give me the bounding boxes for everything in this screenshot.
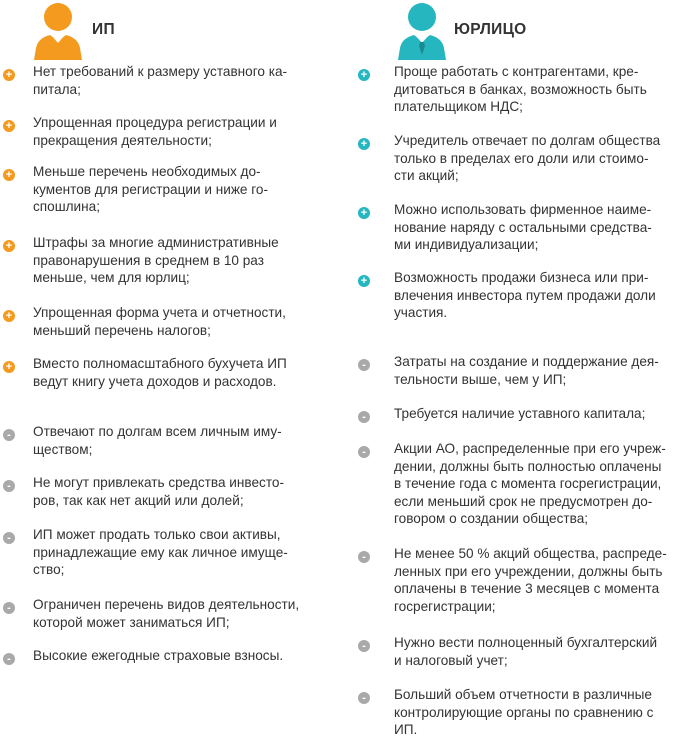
item-text-line: спошлина; bbox=[33, 199, 100, 214]
item-text bbox=[33, 474, 284, 509]
item-text-line: плательщиком НДС; bbox=[394, 99, 523, 114]
item-text-line: Учредитель отвечает по долгам общества bbox=[394, 133, 661, 148]
businessman-icon bbox=[352, 0, 462, 60]
item-text-line: только в пределах его доли или стоимо- bbox=[394, 150, 649, 166]
item-text-line: Высокие ежегодные страховые взносы. bbox=[33, 648, 284, 663]
item-text-line: дитоваться в банках, возможность быть bbox=[394, 81, 647, 97]
item-text-line: дении, должны быть полностью оплачены bbox=[394, 458, 662, 474]
item-text bbox=[33, 63, 287, 98]
item-text-line: питала; bbox=[33, 81, 81, 97]
item-text bbox=[394, 269, 656, 322]
item-text bbox=[33, 596, 299, 631]
minus-icon: - bbox=[358, 359, 370, 371]
item-text bbox=[394, 686, 653, 739]
item-text-line: если меньший срок не предусмотрен до- bbox=[394, 493, 653, 509]
plus-icon: + bbox=[358, 207, 370, 219]
item-text-line: Упрощенная форма учета и отчетности, bbox=[33, 305, 286, 320]
item-text-line: Ограничен перечень видов деятельности, bbox=[33, 597, 300, 612]
company-title: ЮРЛИЦО bbox=[454, 21, 527, 38]
minus-icon: - bbox=[3, 532, 15, 544]
item-text-line: ИП может продать только свои активы, bbox=[33, 527, 281, 542]
plus-icon: + bbox=[358, 275, 370, 287]
item-text-line: кументов для регистрации и ниже го- bbox=[33, 181, 269, 197]
item-text-line: которой может заниматься ИП; bbox=[33, 614, 230, 630]
item-text-line: прекращения деятельности; bbox=[33, 132, 212, 148]
item-text bbox=[394, 63, 647, 116]
item-text-line: Не могут привлекать средства инвесто- bbox=[33, 475, 284, 490]
minus-icon: - bbox=[358, 411, 370, 423]
item-text bbox=[33, 423, 282, 458]
item-text-line: ство; bbox=[33, 562, 65, 577]
item-text-line: меньший перечень налогов; bbox=[33, 322, 211, 338]
item-text-line: Возможность продажи бизнеса или при- bbox=[394, 270, 649, 285]
item-text-line: Акции АО, распределенные при его учреж- bbox=[394, 441, 666, 456]
item-text-line: говором о создании общества; bbox=[394, 511, 589, 526]
item-text-line: правонарушения в среднем в 10 раз bbox=[33, 252, 264, 268]
ip-header bbox=[0, 0, 345, 60]
minus-icon: - bbox=[3, 429, 15, 441]
item-text-line: Отвечают по долгам всем личным иму- bbox=[33, 424, 282, 439]
item-text-line: ленных при его учреждении, должны быть bbox=[394, 563, 663, 579]
item-text bbox=[33, 163, 268, 216]
item-text-line: нование наряду с остальными средства- bbox=[394, 219, 652, 235]
minus-icon: - bbox=[3, 480, 15, 492]
item-text-line: ществом; bbox=[33, 441, 93, 457]
item-text bbox=[33, 647, 283, 665]
minus-icon: - bbox=[358, 640, 370, 652]
plus-icon: + bbox=[3, 120, 15, 132]
item-text bbox=[394, 201, 652, 254]
item-text-line: ров, так как нет акций или долей; bbox=[33, 492, 244, 508]
item-text-line: Нужно вести полноценный бухгалтерский bbox=[394, 635, 658, 650]
plus-icon: + bbox=[3, 361, 15, 373]
minus-icon: - bbox=[3, 653, 15, 665]
item-text bbox=[33, 234, 279, 287]
item-text-line: тельности выше, чем у ИП; bbox=[394, 371, 567, 387]
item-text-line: Требуется наличие уставного капитала; bbox=[394, 406, 646, 421]
item-text-line: участия. bbox=[394, 305, 448, 320]
item-text-line: оплачены в течение 3 месяцев с момента bbox=[394, 581, 660, 596]
item-text-line: ИП. bbox=[394, 722, 418, 737]
item-text-line: сти акций; bbox=[394, 168, 459, 183]
item-text-line: в течение года с момента госрегистрации, bbox=[394, 476, 662, 491]
item-text-line: Проще работать с контрагентами, кре- bbox=[394, 64, 639, 79]
plus-icon: + bbox=[3, 310, 15, 322]
item-text-line: принадлежащие ему как личное имуще- bbox=[33, 544, 288, 560]
minus-icon: - bbox=[358, 551, 370, 563]
minus-icon: - bbox=[358, 692, 370, 704]
item-text bbox=[33, 304, 286, 339]
item-text-line: контролирующие органы по сравнению с bbox=[394, 704, 654, 720]
item-text-line: ми индивидуализации; bbox=[394, 237, 539, 252]
plus-icon: + bbox=[358, 69, 370, 81]
item-text-line: Вместо полномасштабного бухучета ИП bbox=[33, 356, 287, 371]
item-text-line: ведут книгу учета доходов и расходов. bbox=[33, 373, 277, 389]
minus-icon: - bbox=[358, 446, 370, 458]
item-text-line: меньше, чем для юрлиц; bbox=[33, 270, 190, 285]
plus-icon: + bbox=[3, 169, 15, 181]
item-text bbox=[394, 132, 660, 185]
item-text bbox=[33, 114, 277, 149]
minus-icon: - bbox=[3, 602, 15, 614]
item-text-line: Можно использовать фирменное наиме- bbox=[394, 202, 652, 217]
item-text-line: госрегистрации; bbox=[394, 598, 496, 614]
item-text bbox=[394, 634, 657, 669]
item-text bbox=[394, 353, 659, 388]
company-header bbox=[352, 0, 700, 60]
item-text-line: Затраты на создание и поддержание дея- bbox=[394, 354, 659, 369]
ip-title: ИП bbox=[92, 21, 115, 38]
plus-icon: + bbox=[358, 138, 370, 150]
item-text-line: влечения инвестора путем продажи доли bbox=[394, 287, 656, 303]
item-text bbox=[394, 440, 666, 528]
item-text-line: Меньше перечень необходимых до- bbox=[33, 164, 261, 179]
plus-icon: + bbox=[3, 69, 15, 81]
item-text bbox=[394, 545, 667, 615]
item-text-line: Больший объем отчетности в различные bbox=[394, 687, 652, 702]
item-text bbox=[394, 405, 645, 423]
item-text-line: Упрощенная процедура регистрации и bbox=[33, 115, 277, 130]
item-text-line: и налоговый учет; bbox=[394, 652, 508, 668]
item-text-line: Нет требований к размеру уставного ка- bbox=[33, 64, 288, 79]
item-text-line: Не менее 50 % акций общества, распреде- bbox=[394, 546, 667, 561]
plus-icon: + bbox=[3, 240, 15, 252]
item-text-line: Штрафы за многие административные bbox=[33, 235, 279, 250]
item-text bbox=[33, 355, 287, 390]
item-text bbox=[33, 526, 288, 579]
